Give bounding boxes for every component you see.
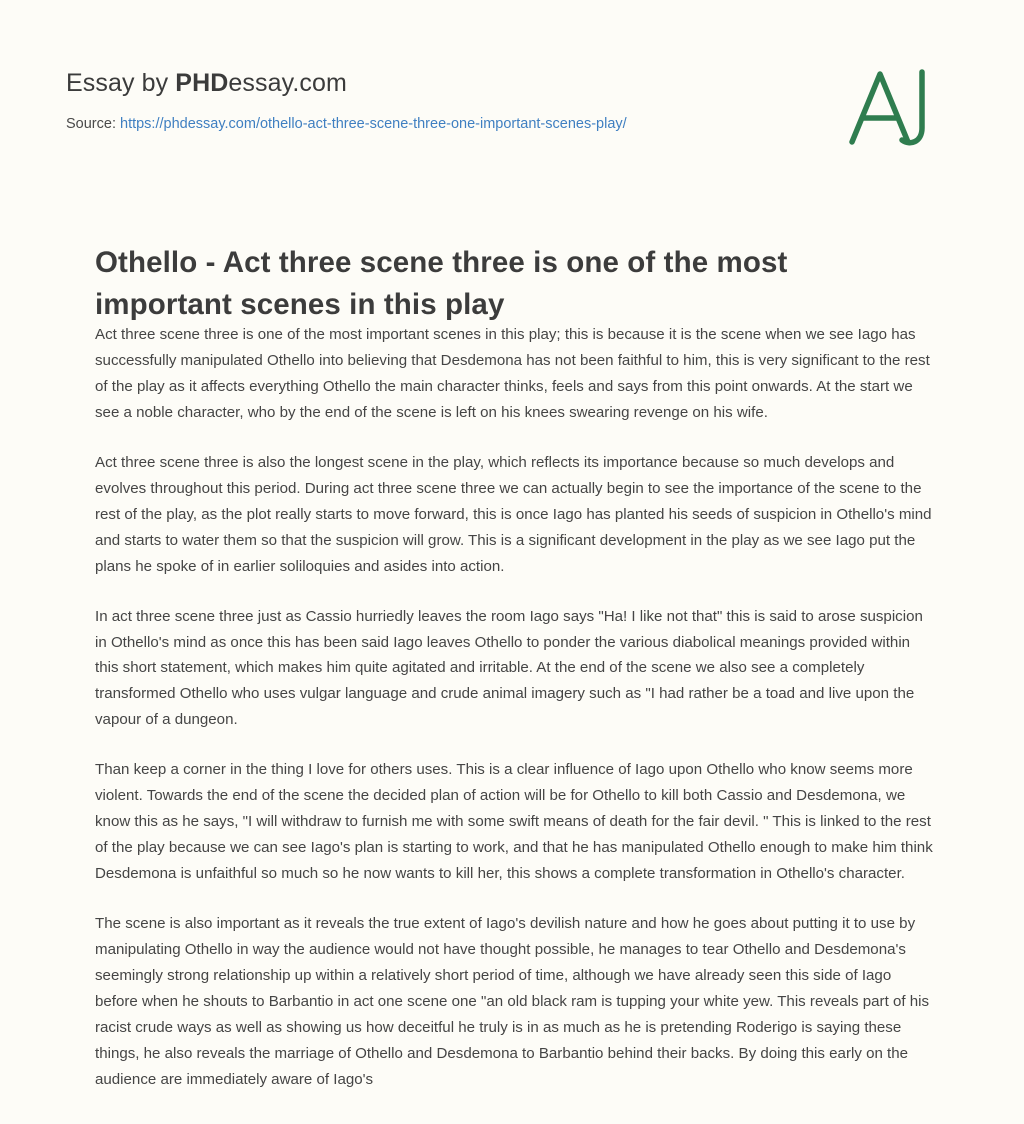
brand-by-text: by [134, 69, 176, 97]
source-url-link[interactable]: https://phdessay.com/othello-act-three-scene-three-one-important-scenes-play/ [120, 116, 627, 132]
paragraph: Act three scene three is one of the most important scenes in this play; this is because it is the scene when we see Iago has successfully manipulated Othello into believing that Desdemona has not been faithful to him, this is very significant to the rest of the play as it affects everything Othello the main character thinks, feels and says from this point onwards. At the start we see a noble character, who by the end of the scene is left on his knees swearing revenge on his wife. [95, 326, 930, 421]
site-brand [66, 68, 966, 98]
document-header [66, 68, 966, 132]
paragraph: In act three scene three just as Cassio hurriedly leaves the room Iago says "Ha! I like not that" this is said to arose suspicion in Othello's mind as once this has been said Iago leaves Othello to ponder the various diabolical meanings provided within this short statement, which makes him quite agitated and irritable. At the end of the scene we also see a completely transformed Othello who uses vulgar language and crude animal imagery such as "I had rather be a toad and live upon the vapour of a dungeon. [95, 607, 923, 729]
brand-dessay-text: essay.com [228, 69, 347, 97]
page-title: Othello - Act three scene three is one of the most important scenes in this play [95, 245, 788, 321]
source-line [66, 116, 966, 132]
brand-ph-text: PHD [175, 69, 229, 97]
phdessay-logo-icon [834, 62, 954, 154]
essay-body [95, 322, 933, 1117]
paragraph: Than keep a corner in the thing I love for others uses. This is a clear influence of Iago upon Othello who know seems more violent. Towards the end of the scene the decided plan of action will be for Othello to kill both Cassio and Desdemona, we know this as he says, "I will withdraw to furnish me with some swift means of death for the fair devil. " This is linked to the rest of the play because we can see Iago's plan is starting to work, and that he has manipulated Othello enough to make him think Desdemona is unfaithful so much so he now wants to kill her, this shows a complete transformation in Othello's character. [95, 761, 933, 883]
source-label: Source: [66, 116, 120, 132]
brand-essay-text: Essay [66, 69, 135, 97]
paragraph: Act three scene three is also the longest scene in the play, which reflects its importance because so much develops and evolves throughout this period. During act three scene three we can actually begin to see the importance of the scene to the rest of the play, as the plot really starts to move forward, this is once Iago has planted his seeds of suspicion in Othello's mind and starts to water them so that the suspicion will grow. This is a significant development in the play as we see Iago put the plans he spoke of in earlier soliloquies and asides into action. [95, 453, 932, 575]
paragraph: The scene is also important as it reveals the true extent of Iago's devilish nature and how he goes about putting it to use by manipulating Othello in way the audience would not have thought possible, he manages to tear Othello and Desdemona's seemingly strong relationship up within a relatively short period of time, although we have already seen this side of Iago before when he shouts to Barbantio in act one scene one "an old black ram is tupping your white yew. This reveals part of his racist crude ways as well as showing us how deceitful he truly is in as much as he is pretending Roderigo is saying these things, he also reveals the marriage of Othello and Desdemona to Barbantio behind their backs. By doing this early on the audience are immediately aware of Iago's [95, 915, 930, 1088]
